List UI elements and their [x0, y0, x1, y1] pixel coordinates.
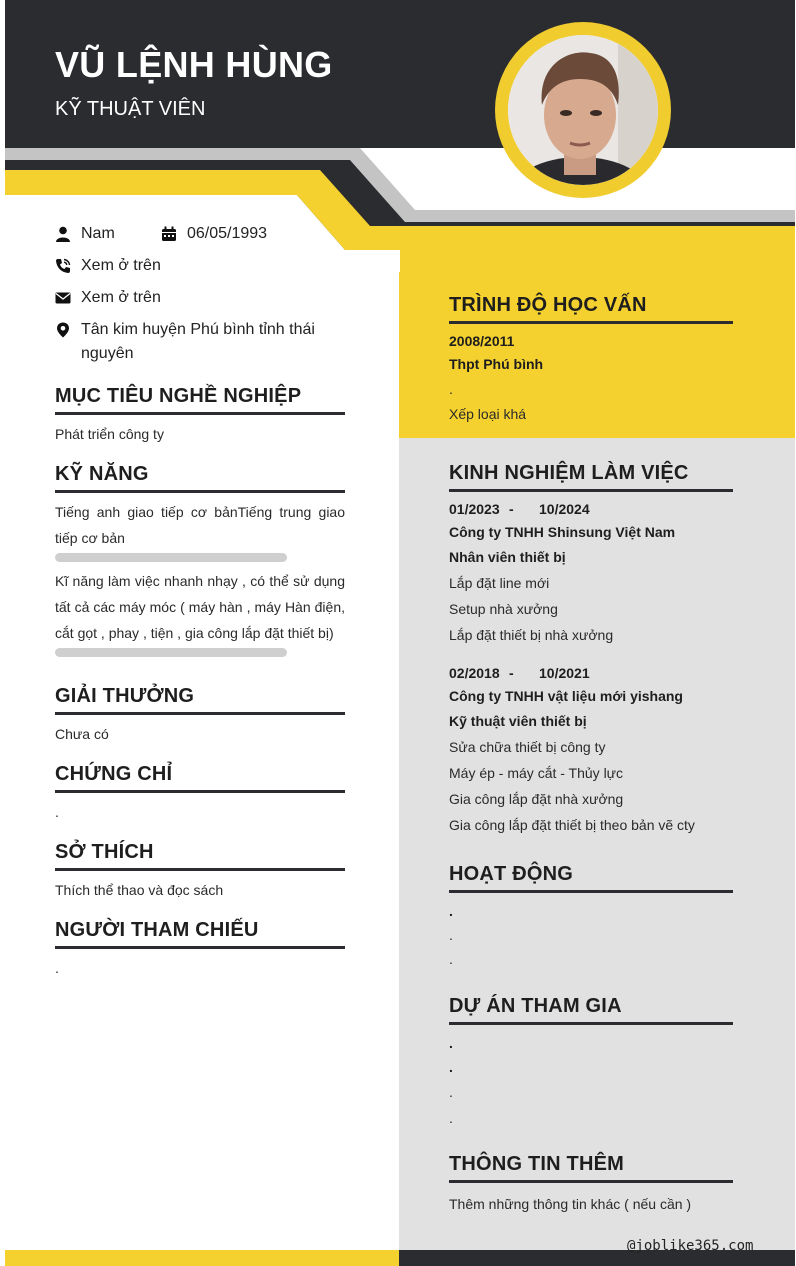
job-entry [449, 498, 733, 648]
references-section [55, 919, 345, 981]
awards-text: Chưa có [55, 726, 109, 742]
contact-birthday [161, 225, 267, 246]
job-dates [449, 498, 733, 520]
job-start: 02/2018 [449, 665, 500, 681]
education-school: Thpt Phú bình [449, 356, 544, 372]
candidate-position: KỸ THUẬT VIÊN [55, 98, 206, 120]
birthday-value: 06/05/1993 [187, 225, 268, 242]
location-pin-icon [55, 322, 71, 338]
gender-value: Nam [81, 225, 115, 242]
project-line: . [449, 1084, 453, 1100]
job-task: Setup nhà xưởng [449, 601, 558, 617]
avatar-photo [508, 35, 658, 185]
additional-info-heading: THÔNG TIN THÊM [449, 1153, 733, 1183]
phone-value[interactable]: Xem ở trên [81, 257, 161, 274]
job-company: Công ty TNHH vật liệu mới yishang [449, 688, 683, 704]
candidate-name: VŨ LỆNH HÙNG [55, 44, 333, 85]
job-task: Gia công lắp đặt thiết bị theo bản vẽ cty [449, 817, 695, 833]
skills-heading: KỸ NĂNG [55, 463, 345, 493]
certificates-section [55, 763, 345, 825]
job-role: Nhân viên thiết bị [449, 549, 566, 565]
cv-page [5, 0, 795, 1266]
job-task: Máy ép - máy cắt - Thủy lực [449, 765, 624, 781]
certificates-text: . [55, 804, 59, 820]
date-separator: - [509, 501, 514, 517]
skill-text: Kĩ năng làm việc nhanh nhạy , có thể sử dụng tất cả các máy móc ( máy hàn , máy Hàn điện, cắt gọt , phay , tiện , gia công lắp đặt thiết bị) [55, 573, 345, 641]
references-text: . [55, 960, 59, 976]
experience-section [449, 462, 733, 838]
user-icon [55, 226, 71, 242]
job-task: Sửa chữa thiết bị công ty [449, 739, 606, 755]
job-task: Lắp đặt thiết bị nhà xưởng [449, 627, 614, 643]
contact-gender [55, 225, 115, 246]
hobbies-heading: SỞ THÍCH [55, 841, 345, 871]
date-separator: - [509, 665, 514, 681]
address-value: Tân kim huyện Phú bình tỉnh thái nguyên [81, 321, 315, 362]
references-heading: NGƯỜI THAM CHIẾU [55, 919, 345, 949]
hobbies-text: Thích thể thao và đọc sách [55, 882, 224, 898]
objective-section [55, 385, 345, 447]
job-role: Kỹ thuật viên thiết bị [449, 713, 587, 729]
contact-phone [55, 257, 161, 278]
job-task: Lắp đặt line mới [449, 575, 550, 591]
job-start: 01/2023 [449, 501, 500, 517]
contact-email [55, 289, 161, 310]
objective-heading: MỤC TIÊU NGHỀ NGHIỆP [55, 385, 345, 415]
job-end: 10/2021 [539, 665, 590, 681]
envelope-icon [55, 290, 71, 306]
phone-icon [55, 258, 71, 274]
education-grade: Xếp loại khá [449, 406, 527, 422]
activities-heading: HOẠT ĐỘNG [449, 863, 733, 893]
contact-address [55, 321, 345, 366]
footer-bar-left [5, 1250, 399, 1266]
awards-section [55, 685, 345, 747]
education-major: . [449, 381, 453, 397]
skill-item [55, 499, 345, 562]
job-company: Công ty TNHH Shinsung Việt Nam [449, 524, 676, 540]
project-line: . [449, 1035, 453, 1051]
header-decoration [5, 0, 795, 280]
activity-line: . [449, 951, 453, 967]
experience-heading: KINH NGHIỆM LÀM VIỆC [449, 462, 733, 492]
project-line: . [449, 1059, 453, 1075]
certificates-heading: CHỨNG CHỈ [55, 763, 345, 793]
project-line: . [449, 1110, 453, 1126]
email-value[interactable]: Xem ở trên [81, 289, 161, 306]
job-dates [449, 662, 733, 684]
additional-info-section [449, 1153, 733, 1217]
skill-text: Tiếng anh giao tiếp cơ bảnTiếng trung giao tiếp cơ bản [55, 504, 345, 546]
hobbies-section [55, 841, 345, 903]
activity-line: . [449, 927, 453, 943]
skill-level-bar [55, 648, 287, 657]
calendar-icon [161, 226, 177, 242]
skill-level-bar [55, 553, 287, 562]
projects-heading: DỰ ÁN THAM GIA [449, 995, 733, 1025]
skill-item [55, 568, 345, 657]
education-heading: TRÌNH ĐỘ HỌC VẤN [449, 294, 733, 324]
education-period: 2008/2011 [449, 333, 515, 349]
job-entry [449, 662, 733, 838]
education-section [449, 294, 733, 426]
job-task: Gia công lắp đặt nhà xưởng [449, 791, 624, 807]
skills-section [55, 463, 345, 657]
job-end: 10/2024 [539, 501, 590, 517]
activity-line: . [449, 903, 453, 919]
additional-info-text: Thêm những thông tin khác ( nếu cần ) [449, 1196, 692, 1212]
site-watermark: @joblike365.com [627, 1238, 754, 1254]
awards-heading: GIẢI THƯỞNG [55, 685, 345, 715]
activities-section [449, 863, 733, 971]
objective-text: Phát triển công ty [55, 426, 164, 442]
projects-section [449, 995, 733, 1131]
avatar[interactable] [508, 35, 658, 185]
